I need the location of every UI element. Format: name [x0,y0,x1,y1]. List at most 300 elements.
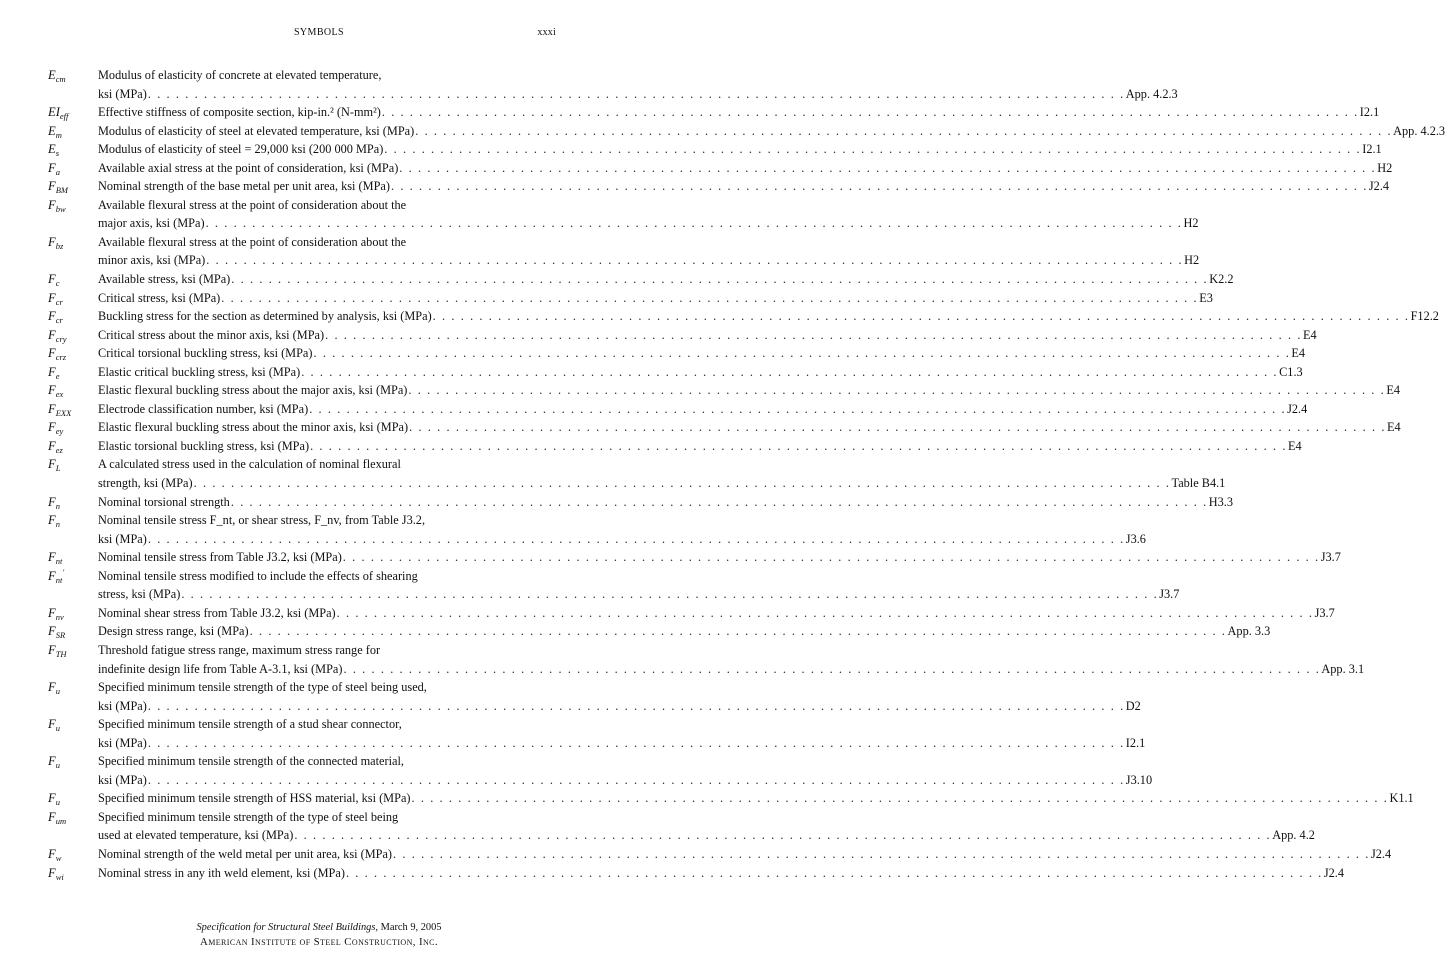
leader-dots: . . . . . . . . . . . . . . . . . . . . . . . . . . . . . . . . . . . . . . . . . . . . . . . . . . . . . . . . . . . . . . . . . . . . . . . . . . . . . . . . . . . . . . . . . . . . . . . . . . . . . . . . . [399,160,1377,175]
symbol-entry [48,196,1199,233]
description-text: Nominal shear stress from Table J3.2, ksi (MPa) [98,605,336,620]
description-text: ksi (MPa) [98,735,147,750]
symbol-description [98,548,1341,567]
leader-dots: . . . . . . . . . . . . . . . . . . . . . . . . . . . . . . . . . . . . . . . . . . . . . . . . . . . . . . . . . . . . . . . . . . . . . . . . . . . . . . . . . . . . . . . . . . . . . . . . . . . . . . . . . [381,105,1359,120]
symbol-base: F [48,568,56,583]
description-text: Nominal stress in any ith weld element, ksi (MPa) [98,865,345,880]
symbol-description [98,289,1213,308]
symbol-base: F [48,383,56,398]
symbol [48,567,98,604]
description-text: stress, ksi (MPa) [98,587,181,602]
symbol-base: F [48,234,56,249]
footer-organization: American Institute of Steel Construction, Inc. [200,936,438,948]
description-text: Nominal tensile stress F_nt, or shear stress, F_nv, from Table J3.2, [98,513,426,528]
description-text: Modulus of elasticity of steel = 29,000 ksi (200 000 MPa) [98,142,384,157]
description-line [98,381,1400,400]
symbol [48,307,98,326]
section-reference: I2.1 [1359,105,1380,120]
section-reference: F12.2 [1410,309,1439,324]
leader-dots: . . . . . . . . . . . . . . . . . . . . . . . . . . . . . . . . . . . . . . . . . . . . . . . . . . . . . . . . . . . . . . . . . . . . . . . . . . . . . . . . . . . . . . . . . . . . . . . . . . . . . . . . . [415,123,1393,138]
description-text: minor axis, ksi (MPa) [98,253,206,268]
symbol-entry [48,177,1390,196]
symbol-entry [48,548,1341,567]
symbol [48,845,98,864]
symbol-list [48,66,1445,882]
section-reference: App. 4.2.3 [1393,123,1445,138]
symbol-description [98,270,1234,289]
description-line [98,326,1317,345]
section-reference: J3.10 [1125,772,1153,787]
symbol-description [98,808,1315,845]
section-reference: K1.1 [1389,791,1414,806]
symbol-description [98,381,1400,400]
symbol-base: F [48,401,56,416]
leader-dots: . . . . . . . . . . . . . . . . . . . . . . . . . . . . . . . . . . . . . . . . . . . . . . . . . . . . . . . . . . . . . . . . . . . . . . . . . . . . . . . . . . . . . . . . . . . . . . . . . . . . . . . . . [343,661,1321,676]
description-text: Available flexural stress at the point of consideration about the [98,234,407,249]
description-line [98,826,1315,845]
leader-dots: . . . . . . . . . . . . . . . . . . . . . . . . . . . . . . . . . . . . . . . . . . . . . . . . . . . . . . . . . . . . . . . . . . . . . . . . . . . . . . . . . . . . . . . . . . . . . . . . . . . . . . . . . [301,364,1279,379]
description-text: Nominal tensile stress modified to include the effects of shearing [98,568,418,583]
leader-dots: . . . . . . . . . . . . . . . . . . . . . . . . . . . . . . . . . . . . . . . . . . . . . . . . . . . . . . . . . . . . . . . . . . . . . . . . . . . . . . . . . . . . . . . . . . . . . . . . . . . . . . . . . [325,327,1303,342]
description-line [98,845,1392,864]
symbol-base: F [48,494,56,509]
symbol-subscript: u [55,686,60,697]
symbol-base: F [48,513,56,528]
description-line [98,808,558,827]
description-line [98,455,558,474]
symbol [48,159,98,178]
description-line [98,307,1439,326]
symbol-subscript: e [55,370,60,381]
description-text: strength, ksi (MPa) [98,476,193,491]
symbol-entry [48,233,1200,270]
symbol-subscript: nv [55,611,64,622]
symbol-subscript: s [55,148,60,159]
description-line [98,103,1380,122]
section-reference: E4 [1387,420,1401,435]
symbol-subscript: bw [55,203,66,214]
symbol [48,864,98,883]
symbol-subscript: ez [55,444,63,455]
description-text: Buckling stress for the section as determined by analysis, ksi (MPa) [98,309,432,324]
symbol-base: F [48,865,56,880]
symbol-subscript: um [55,815,67,826]
section-reference: E4 [1288,438,1302,453]
symbol-subscript: L [55,463,61,474]
section-reference: E3 [1199,290,1213,305]
symbol-entry [48,493,1234,512]
symbol-subscript: ey [55,426,64,437]
symbol [48,641,98,678]
leader-dots: . . . . . . . . . . . . . . . . . . . . . . . . . . . . . . . . . . . . . . . . . . . . . . . . . . . . . . . . . . . . . . . . . . . . . . . . . . . . . . . . . . . . . . . . . . . . . . . . . . . . . . . . . [342,550,1320,565]
section-reference: J2.4 [1370,846,1392,861]
description-line [98,363,1303,382]
symbol-subscript: cry [55,333,67,344]
symbol-description [98,511,1146,548]
description-line [98,511,558,530]
symbol-subscript: bz [55,240,64,251]
section-reference: J3.7 [1320,550,1341,565]
symbol-description [98,678,1141,715]
description-line [98,122,1445,141]
symbol-description [98,864,1345,883]
symbol [48,418,98,437]
description-text: Elastic flexural buckling stress about the major axis, ksi (MPa) [98,383,408,398]
symbol-description [98,604,1335,623]
description-text: Nominal strength of the weld metal per unit area, ksi (MPa) [98,846,393,861]
symbol-subscript: SR [55,630,66,641]
symbol [48,289,98,308]
symbol-subscript: wi [55,871,64,882]
description-text: Specified minimum tensile strength of a stud shear connector, [98,717,402,732]
section-reference: Table B4.1 [1171,476,1226,491]
description-text: Elastic flexural buckling stress about the minor axis, ksi (MPa) [98,420,409,435]
symbol [48,270,98,289]
symbol-subscript: c [55,278,60,289]
description-line [98,660,1365,679]
leader-dots: . . . . . . . . . . . . . . . . . . . . . . . . . . . . . . . . . . . . . . . . . . . . . . . . . . . . . . . . . . . . . . . . . . . . . . . . . . . . . . . . . . . . . . . . . . . . . . . . . . . . . . . . . [147,86,1125,101]
symbol-description [98,363,1303,382]
symbol-entry [48,455,1226,492]
symbol-description [98,326,1317,345]
description-line [98,159,1393,178]
symbol-subscript: cm [55,74,66,84]
description-text: Critical stress, ksi (MPa) [98,290,221,305]
description-text: Available axial stress at the point of consideration, ksi (MPa) [98,160,399,175]
description-line [98,585,1180,604]
leader-dots: . . . . . . . . . . . . . . . . . . . . . . . . . . . . . . . . . . . . . . . . . . . . . . . . . . . . . . . . . . . . . . . . . . . . . . . . . . . . . . . . . . . . . . . . . . . . . . . . . . . . . . . . . [193,476,1171,491]
page-number: xxxi [537,27,556,38]
symbol-base: F [48,550,56,565]
symbol-description [98,715,1146,752]
leader-dots: . . . . . . . . . . . . . . . . . . . . . . . . . . . . . . . . . . . . . . . . . . . . . . . . . . . . . . . . . . . . . . . . . . . . . . . . . . . . . . . . . . . . . . . . . . . . . . . . . . . . . . . . . [231,272,1209,287]
symbol-base: F [48,420,56,435]
symbol-subscript: nt [55,574,63,585]
description-line [98,437,1302,456]
symbol [48,326,98,345]
description-line [98,140,1382,159]
description-text: Nominal torsional strength [98,494,230,509]
symbol [48,400,98,419]
symbol-base: F [48,179,56,194]
description-text: Electrode classification number, ksi (MPa) [98,401,309,416]
leader-dots: . . . . . . . . . . . . . . . . . . . . . . . . . . . . . . . . . . . . . . . . . . . . . . . . . . . . . . . . . . . . . . . . . . . . . . . . . . . . . . . . . . . . . . . . . . . . . . . . . . . . . . . . . [206,253,1184,268]
symbol [48,493,98,512]
description-text: ksi (MPa) [98,698,147,713]
symbol-entry [48,845,1392,864]
symbol-description [98,622,1271,641]
symbol-description [98,752,1153,789]
description-text: Effective stiffness of composite section, kip-in.² (N-mm²) [98,105,381,120]
description-line [98,85,1178,104]
symbol-entry [48,326,1317,345]
description-text: Specified minimum tensile strength of the connected material, [98,754,404,769]
description-text: Available stress, ksi (MPa) [98,272,231,287]
symbol-base: F [48,290,56,305]
symbol-base: E [48,68,56,82]
description-line [98,418,1401,437]
symbol-entry [48,678,1141,715]
symbol-subscript: eff [59,111,69,122]
section-reference: App. 3.3 [1227,624,1271,639]
description-text: Critical stress about the minor axis, ksi (MPa) [98,327,325,342]
symbol-entry [48,808,1315,845]
symbol-description [98,789,1414,808]
description-text: Critical torsional buckling stress, ksi (MPa) [98,346,313,361]
description-line [98,66,558,85]
symbol [48,808,98,845]
symbol-subscript: BM [55,185,68,196]
symbol-subscript: TH [55,648,67,659]
leader-dots: . . . . . . . . . . . . . . . . . . . . . . . . . . . . . . . . . . . . . . . . . . . . . . . . . . . . . . . . . . . . . . . . . . . . . . . . . . . . . . . . . . . . . . . . . . . . . . . . . . . . . . . . . [384,142,1362,157]
symbol-base: F [48,272,56,287]
description-line [98,177,1390,196]
symbol-base: F [48,346,56,361]
description-line [98,251,1200,270]
symbol-base: F [48,791,56,806]
symbol-entry [48,307,1439,326]
description-text: used at elevated temperature, ksi (MPa) [98,828,294,843]
symbol-entry [48,622,1271,641]
symbol-base: F [48,438,56,453]
section-reference: App. 4.2.3 [1125,86,1178,101]
symbol [48,363,98,382]
leader-dots: . . . . . . . . . . . . . . . . . . . . . . . . . . . . . . . . . . . . . . . . . . . . . . . . . . . . . . . . . . . . . . . . . . . . . . . . . . . . . . . . . . . . . . . . . . . . . . . . . . . . . . . . . [310,438,1287,453]
symbol-base: F [48,160,56,175]
symbol-entry [48,140,1382,159]
symbol-base: F [48,809,56,824]
symbol-description [98,400,1308,419]
symbol-description [98,641,1365,678]
description-line [98,771,1153,790]
symbol [48,437,98,456]
description-text: Elastic torsional buckling stress, ksi (MPa) [98,438,310,453]
description-line [98,214,1199,233]
section-reference: C1.3 [1279,364,1303,379]
symbol [48,381,98,400]
symbol [48,66,98,103]
symbol-description [98,140,1382,159]
section-reference: J3.7 [1314,605,1335,620]
description-text: ksi (MPa) [98,86,147,101]
section-reference: H2 [1183,216,1199,231]
symbol [48,789,98,808]
symbol [48,548,98,567]
symbol-description [98,159,1393,178]
section-reference: E4 [1303,327,1317,342]
symbol-subscript: nt [55,556,63,567]
description-line [98,789,1414,808]
section-reference: K2.2 [1209,272,1234,287]
symbol-subscript: u [55,760,60,771]
description-line [98,289,1213,308]
leader-dots: . . . . . . . . . . . . . . . . . . . . . . . . . . . . . . . . . . . . . . . . . . . . . . . . . . . . . . . . . . . . . . . . . . . . . . . . . . . . . . . . . . . . . . . . . . . . . . . . . . . . . . . . . [221,290,1199,305]
leader-dots: . . . . . . . . . . . . . . . . . . . . . . . . . . . . . . . . . . . . . . . . . . . . . . . . . . . . . . . . . . . . . . . . . . . . . . . . . . . . . . . . . . . . . . . . . . . . . . . . . . . . . . . . . [147,698,1125,713]
footer-date: March 9, 2005 [378,922,442,933]
page-footer [0,921,638,949]
section-reference: J2.4 [1368,179,1390,194]
description-line [98,678,558,697]
symbol-entry [48,270,1234,289]
description-line [98,548,1341,567]
description-text: Threshold fatigue stress range, maximum stress range for [98,642,381,657]
section-reference: I2.1 [1362,142,1382,157]
description-line [98,697,1141,716]
symbol-entry [48,715,1146,752]
leader-dots: . . . . . . . . . . . . . . . . . . . . . . . . . . . . . . . . . . . . . . . . . . . . . . . . . . . . . . . . . . . . . . . . . . . . . . . . . . . . . . . . . . . . . . . . . . . . . . . . . . . . . . . . . [345,865,1323,880]
running-head-title: SYMBOLS [293,27,345,38]
symbol-description [98,493,1234,512]
symbol-entry [48,103,1380,122]
symbol [48,233,98,270]
leader-dots: . . . . . . . . . . . . . . . . . . . . . . . . . . . . . . . . . . . . . . . . . . . . . . . . . . . . . . . . . . . . . . . . . . . . . . . . . . . . . . . . . . . . . . . . . . . . . . . . . . . . . . . . . [249,624,1227,639]
symbol-base: F [48,197,56,212]
symbol-entry [48,566,1180,604]
section-reference: J3.6 [1125,531,1146,546]
symbol-base: F [48,642,56,657]
symbol-description [98,307,1439,326]
description-line [98,474,1226,493]
section-reference: H2 [1184,253,1200,268]
description-text: Specified minimum tensile strength of HSS material, ksi (MPa) [98,791,411,806]
symbol-base: F [48,364,56,379]
symbol-base: F [48,680,56,695]
symbol-entry [48,159,1393,178]
symbol-entry [48,641,1365,678]
symbol [48,455,98,492]
symbol-entry [48,122,1445,141]
description-line [98,734,1146,753]
description-line [98,270,1234,289]
section-reference: App. 3.1 [1321,661,1365,676]
leader-dots: . . . . . . . . . . . . . . . . . . . . . . . . . . . . . . . . . . . . . . . . . . . . . . . . . . . . . . . . . . . . . . . . . . . . . . . . . . . . . . . . . . . . . . . . . . . . . . . . . . . . . . . . . [408,383,1386,398]
description-line [98,530,1146,549]
symbol-base: E [48,142,56,157]
symbol [48,122,98,141]
symbol [48,604,98,623]
description-text: Elastic critical buckling stress, ksi (MPa) [98,364,301,379]
symbol-subscript: EXX [55,407,72,418]
symbol-entry [48,418,1401,437]
symbol-subscript: cr [55,296,63,307]
symbol-description [98,418,1401,437]
symbol-description [98,196,1199,233]
description-line [98,344,1306,363]
symbol-entry [48,864,1345,883]
leader-dots: . . . . . . . . . . . . . . . . . . . . . . . . . . . . . . . . . . . . . . . . . . . . . . . . . . . . . . . . . . . . . . . . . . . . . . . . . . . . . . . . . . . . . . . . . . . . . . . . . . . . . . . . . [309,401,1287,416]
leader-dots: . . . . . . . . . . . . . . . . . . . . . . . . . . . . . . . . . . . . . . . . . . . . . . . . . . . . . . . . . . . . . . . . . . . . . . . . . . . . . . . . . . . . . . . . . . . . . . . . . . . . . . . . . [313,346,1291,361]
symbol-description [98,177,1390,196]
description-line [98,233,558,252]
symbol-subscript: n [55,519,60,530]
symbol-description [98,455,1226,492]
leader-dots: . . . . . . . . . . . . . . . . . . . . . . . . . . . . . . . . . . . . . . . . . . . . . . . . . . . . . . . . . . . . . . . . . . . . . . . . . . . . . . . . . . . . . . . . . . . . . . . . . . . . . . . . . [147,735,1125,750]
leader-dots: . . . . . . . . . . . . . . . . . . . . . . . . . . . . . . . . . . . . . . . . . . . . . . . . . . . . . . . . . . . . . . . . . . . . . . . . . . . . . . . . . . . . . . . . . . . . . . . . . . . . . . . . . [230,494,1208,509]
symbol-description [98,845,1392,864]
description-text: Nominal tensile stress from Table J3.2, ksi (MPa) [98,550,342,565]
symbol-subscript: ex [55,389,64,400]
description-line [98,752,558,771]
symbol [48,140,98,159]
symbol-entry [48,789,1414,808]
symbol-entry [48,381,1400,400]
symbol [48,103,98,122]
symbol-base: F [48,754,56,769]
symbol-entry [48,344,1306,363]
description-line [98,493,1234,512]
symbol-base: F [48,846,56,861]
description-text: ksi (MPa) [98,531,147,546]
description-line [98,622,1271,641]
description-line [98,604,1335,623]
leader-dots: . . . . . . . . . . . . . . . . . . . . . . . . . . . . . . . . . . . . . . . . . . . . . . . . . . . . . . . . . . . . . . . . . . . . . . . . . . . . . . . . . . . . . . . . . . . . . . . . . . . . . . . . . [147,531,1125,546]
description-line [98,196,558,215]
symbol-entry [48,752,1153,789]
symbol [48,678,98,715]
section-reference: I2.1 [1125,735,1146,750]
symbol-subscript: w [55,852,62,863]
leader-dots: . . . . . . . . . . . . . . . . . . . . . . . . . . . . . . . . . . . . . . . . . . . . . . . . . . . . . . . . . . . . . . . . . . . . . . . . . . . . . . . . . . . . . . . . . . . . . . . . . . . . . . . . . [432,309,1410,324]
section-reference: E4 [1386,383,1400,398]
symbol-entry [48,400,1308,419]
symbol-base: F [48,717,56,732]
symbol-base: F [48,309,56,324]
symbol-entry [48,604,1335,623]
symbol [48,344,98,363]
symbol-description [98,103,1380,122]
symbol-description [98,437,1302,456]
description-line [98,567,558,586]
symbol-subscript: n [55,500,60,511]
symbol-base: EI [48,105,60,120]
symbol [48,511,98,548]
symbol-subscript: a [55,166,60,177]
section-reference: D2 [1125,698,1141,713]
description-text: Design stress range, ksi (MPa) [98,624,249,639]
symbol [48,196,98,233]
symbol-base: F [48,605,56,620]
description-text: Modulus of elasticity of steel at elevated temperature, ksi (MPa) [98,123,415,138]
description-line [98,641,558,660]
description-text: Nominal strength of the base metal per unit area, ksi (MPa) [98,179,390,194]
leader-dots: . . . . . . . . . . . . . . . . . . . . . . . . . . . . . . . . . . . . . . . . . . . . . . . . . . . . . . . . . . . . . . . . . . . . . . . . . . . . . . . . . . . . . . . . . . . . . . . . . . . . . . . . . [147,772,1125,787]
symbol-entry [48,437,1302,456]
leader-dots: . . . . . . . . . . . . . . . . . . . . . . . . . . . . . . . . . . . . . . . . . . . . . . . . . . . . . . . . . . . . . . . . . . . . . . . . . . . . . . . . . . . . . . . . . . . . . . . . . . . . . . . . . [390,179,1368,194]
symbol-entry [48,66,1178,103]
symbol-base: E [48,123,56,138]
symbol-entry [48,363,1303,382]
description-text: major axis, ksi (MPa) [98,216,205,231]
description-text: Modulus of elasticity of concrete at elevated temperature, [98,68,382,82]
description-text: indefinite design life from Table A-3.1, ksi (MPa) [98,661,343,676]
leader-dots: . . . . . . . . . . . . . . . . . . . . . . . . . . . . . . . . . . . . . . . . . . . . . . . . . . . . . . . . . . . . . . . . . . . . . . . . . . . . . . . . . . . . . . . . . . . . . . . . . . . . . . . . . [409,420,1387,435]
symbol-subscript: u [55,797,60,808]
symbol [48,752,98,789]
symbol-base: F [48,624,56,639]
symbol-description [98,344,1306,363]
leader-dots: . . . . . . . . . . . . . . . . . . . . . . . . . . . . . . . . . . . . . . . . . . . . . . . . . . . . . . . . . . . . . . . . . . . . . . . . . . . . . . . . . . . . . . . . . . . . . . . . . . . . . . . . . [294,828,1272,843]
symbol [48,622,98,641]
symbol-subscript: u [55,723,60,734]
leader-dots: . . . . . . . . . . . . . . . . . . . . . . . . . . . . . . . . . . . . . . . . . . . . . . . . . . . . . . . . . . . . . . . . . . . . . . . . . . . . . . . . . . . . . . . . . . . . . . . . . . . . . . . . . [411,791,1389,806]
symbol-subscript: m [55,129,62,140]
symbol-superscript: ′ [62,566,65,577]
symbol-base: F [48,327,56,342]
description-text: Specified minimum tensile strength of the type of steel being used, [98,680,427,695]
description-text: Specified minimum tensile strength of the type of steel being [98,809,399,824]
description-line [98,400,1308,419]
symbol-base: F [48,457,56,472]
